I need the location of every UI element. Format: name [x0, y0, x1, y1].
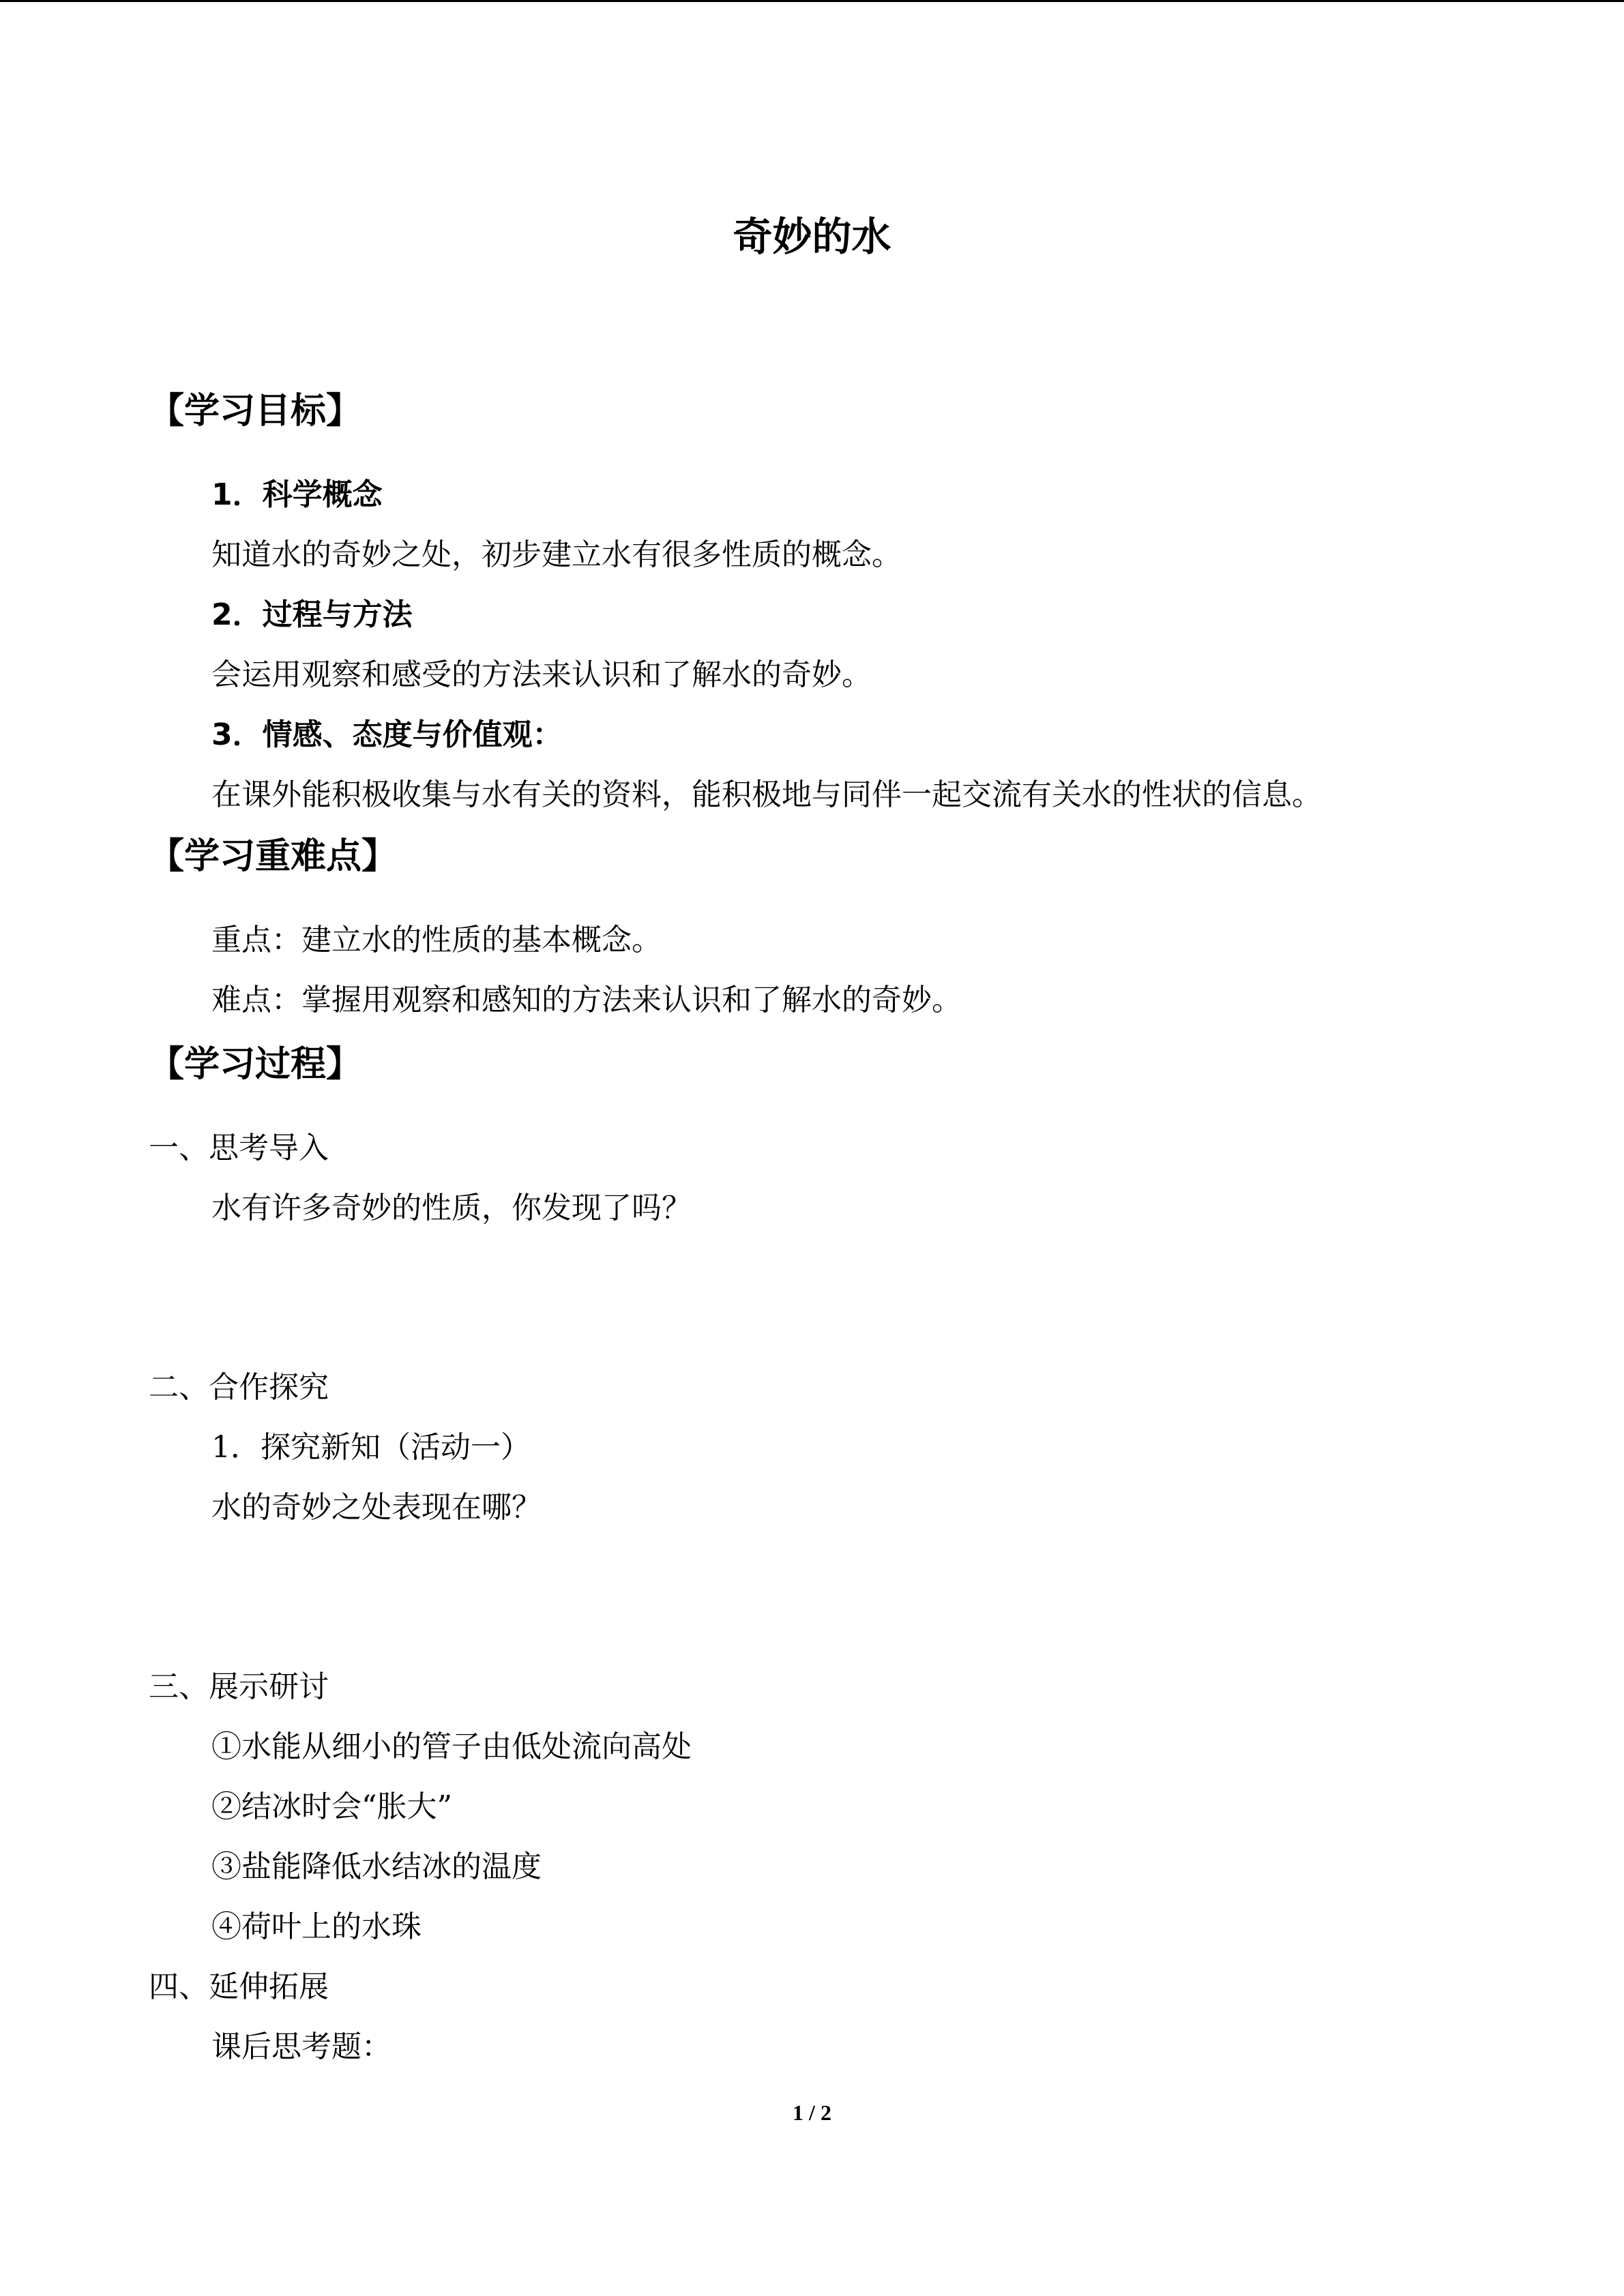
section-1-title: 一、思考导入	[149, 1131, 329, 1165]
process-heading: 【学习过程】	[149, 1044, 362, 1085]
section-3-line-3: ③盐能降低水结冰的温度	[211, 1849, 542, 1884]
section-3-line-2: ②结冰时会“胀大”	[211, 1789, 452, 1824]
key-point-difficult: 难点：掌握用观察和感知的方法来认识和了解水的奇妙。	[211, 983, 962, 1017]
page-number: 1 / 2	[793, 2100, 831, 2125]
objective-1-text: 知道水的奇妙之处，初步建立水有很多性质的概念。	[211, 537, 902, 572]
section-2-line-1: 1．探究新知（活动一）	[211, 1430, 531, 1465]
document-title: 奇妙的水	[733, 213, 891, 260]
key-points-heading: 【学习重难点】	[149, 836, 398, 877]
section-4-line-1: 课后思考题：	[211, 2029, 392, 2064]
objective-1-label: 1．科学概念	[211, 477, 383, 512]
section-3-line-1: ①水能从细小的管子由低处流向高处	[211, 1729, 692, 1764]
objective-3-text: 在课外能积极收集与水有关的资料，能积极地与同伴一起交流有关水的性状的信息。	[211, 777, 1322, 812]
objective-3-label: 3．情感、态度与价值观：	[211, 717, 563, 752]
section-3-title: 三、展示研讨	[149, 1669, 329, 1704]
top-border-line	[0, 0, 1624, 2]
section-1-line-1: 水有许多奇妙的性质，你发现了吗？	[211, 1191, 692, 1225]
section-2-line-2: 水的奇妙之处表现在哪？	[211, 1490, 542, 1525]
section-2-title: 二、合作探究	[149, 1370, 329, 1405]
section-3-line-4: ④荷叶上的水珠	[211, 1909, 422, 1944]
objective-2-label: 2．过程与方法	[211, 597, 413, 632]
objectives-heading: 【学习目标】	[149, 391, 362, 432]
key-point-important: 重点：建立水的性质的基本概念。	[211, 923, 662, 957]
objective-2-text: 会运用观察和感受的方法来认识和了解水的奇妙。	[211, 657, 872, 692]
section-4-title: 四、延伸拓展	[149, 1969, 329, 2004]
